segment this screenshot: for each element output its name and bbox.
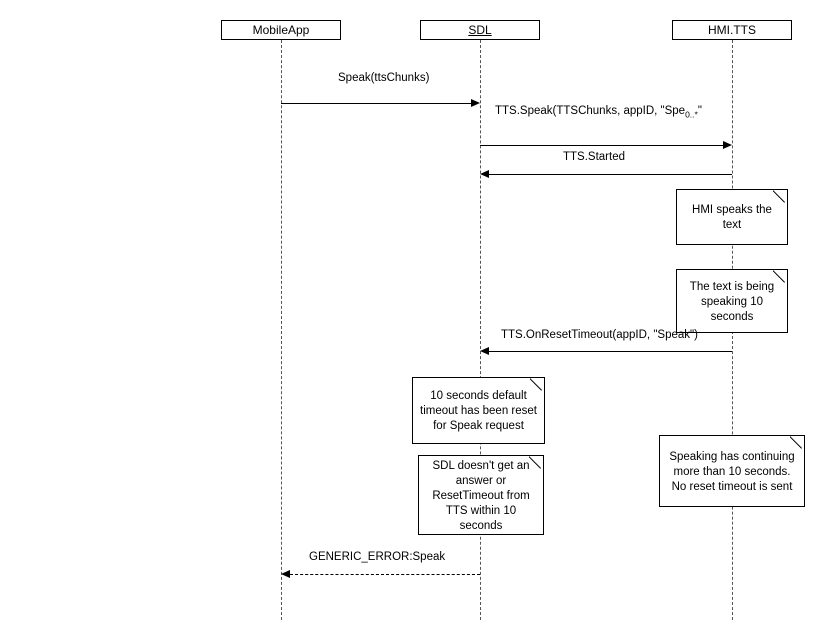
participant-hmitts (672, 20, 792, 40)
message-line-generic-error (290, 574, 480, 575)
participant-sdl (420, 20, 540, 40)
participant-label: HMI.TTS (708, 23, 756, 37)
message-label-tts-started: TTS.Started (563, 151, 625, 163)
note-hmi-speaks (676, 189, 788, 245)
note-sdl-no-answer (418, 455, 544, 535)
arrow-head-icon (281, 570, 290, 578)
note-fold-line-icon (790, 436, 804, 450)
message-line-onresettimeout (489, 351, 732, 352)
participant-label: MobileApp (252, 23, 310, 37)
message-line-tts-started (489, 174, 732, 175)
note-timeout-reset (412, 377, 545, 444)
note-fold-line-icon (530, 378, 544, 392)
note-fold-line-icon (773, 270, 787, 284)
note-text-being-spoken (676, 269, 788, 333)
lifeline-mobileapp (281, 40, 282, 620)
arrow-head-icon (723, 141, 732, 149)
note-fold-line-icon (773, 190, 787, 204)
message-label-text: TTS.Speak(TTSChunks, appID, "Spe (495, 105, 686, 117)
participant-mobileapp (221, 20, 341, 40)
arrow-head-icon (480, 347, 489, 355)
note-text: Speaking has continuing more than 10 seconds. No reset timeout is sent (669, 450, 795, 493)
note-speaking-continuing (659, 435, 805, 507)
note-text: The text is being speaking 10 seconds (689, 280, 775, 323)
message-label-generic-error: GENERIC_ERROR:Speak (309, 551, 446, 563)
message-label-tail: " (697, 105, 702, 117)
note-fold-line-icon (529, 456, 543, 470)
arrow-head-icon (480, 170, 489, 178)
message-label-tts-speak (495, 105, 702, 119)
message-line-tts-speak (480, 145, 723, 146)
message-line-speak (281, 103, 471, 104)
participant-label: SDL (468, 23, 492, 37)
message-label-speak: Speak(ttsChunks) (338, 72, 430, 84)
note-text: HMI speaks the text (692, 204, 772, 231)
message-label-subscript: 0..* (685, 109, 698, 120)
arrow-head-icon (471, 99, 480, 107)
message-label-onresettimeout: TTS.OnResetTimeout(appID, "Speak") (501, 329, 698, 341)
note-text: SDL doesn't get an answer or ResetTimeout from TTS within 10 seconds (432, 459, 530, 532)
note-text: 10 seconds default timeout has been reset for Speak request (420, 390, 537, 432)
